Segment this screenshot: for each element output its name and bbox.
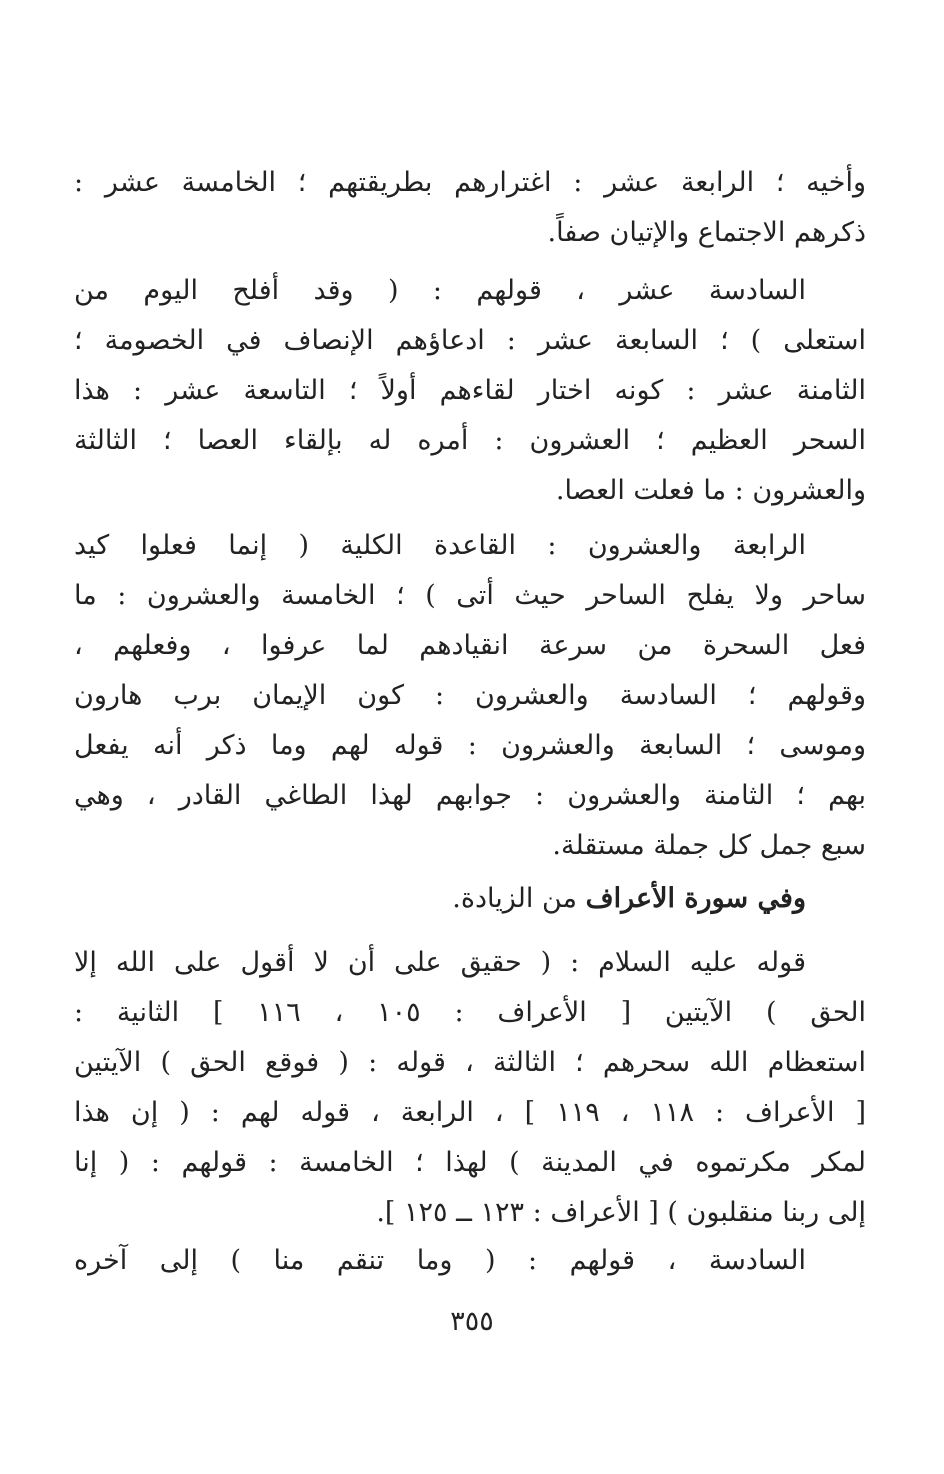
text-line: الثامنة عشر : كونه اختار لقاءهم أولاً ؛ التاسعة عشر : هذا <box>74 375 866 406</box>
paragraph-1 <box>74 158 866 258</box>
text-line: بهم ؛ الثامنة والعشرون : جوابهم لهذا الطاغي القادر ، وهي <box>74 780 866 811</box>
text-line: وموسى ؛ السابعة والعشرون : قوله لهم وما ذكر أنه يفعل <box>74 730 866 761</box>
heading-rest-text: من الزيادة. <box>452 883 586 914</box>
paragraph-5 <box>74 938 866 1238</box>
text-line: سبع جمل كل جملة مستقلة. <box>552 830 866 861</box>
heading-bold-text: وفي سورة الأعراف <box>585 883 806 914</box>
text-line: وقولهم ؛ السادسة والعشرون : كون الإيمان برب هارون <box>74 680 866 711</box>
section-heading <box>74 874 866 924</box>
text-line: والعشرون : ما فعلت العصا. <box>555 475 866 506</box>
heading-line <box>74 874 866 924</box>
paragraph-6 <box>74 1236 866 1286</box>
text-line: [ الأعراف : ١١٨ ، ١١٩ ] ، الرابعة ، قوله لهم : ( إن هذا <box>74 1097 866 1128</box>
text-line: الرابعة والعشرون : القاعدة الكلية ( إنما فعلوا كيد <box>74 530 806 561</box>
paragraph-2 <box>74 266 866 516</box>
text-line: ذكرهم الاجتماع والإتيان صفاً. <box>547 217 866 248</box>
text-line: السادسة عشر ، قولهم : ( وقد أفلح اليوم من <box>74 275 806 306</box>
text-line: إلى ربنا منقلبون ) [ الأعراف : ١٢٣ ــ ١٢٥ ]. <box>376 1197 866 1228</box>
text-line: السادسة ، قولهم : ( وما تنقم منا ) إلى آخره <box>74 1245 806 1276</box>
text-line: استعلى ) ؛ السابعة عشر : ادعاؤهم الإنصاف في الخصومة ؛ <box>74 325 866 356</box>
text-line: قوله عليه السلام : ( حقيق على أن لا أقول على الله إلا <box>74 947 806 978</box>
text-line: السحر العظيم ؛ العشرون : أمره له بإلقاء العصا ؛ الثالثة <box>74 425 866 456</box>
paragraph-3 <box>74 521 866 871</box>
text-line: الحق ) الآيتين [ الأعراف : ١٠٥ ، ١١٦ ] الثانية : <box>74 997 866 1028</box>
page-number: ٣٥٥ <box>450 1306 494 1337</box>
text-line: فعل السحرة من سرعة انقيادهم لما عرفوا ، وفعلهم ، <box>74 630 866 661</box>
text-line: استعظام الله سحرهم ؛ الثالثة ، قوله : ( فوقع الحق ) الآيتين <box>74 1047 866 1078</box>
text-line: وأخيه ؛ الرابعة عشر : اغترارهم بطريقتهم ؛ الخامسة عشر : <box>74 167 866 198</box>
text-line: لمكر مكرتموه في المدينة ) لهذا ؛ الخامسة : قولهم : ( إنا <box>74 1147 866 1178</box>
text-line: ساحر ولا يفلح الساحر حيث أتى ) ؛ الخامسة والعشرون : ما <box>74 580 866 611</box>
